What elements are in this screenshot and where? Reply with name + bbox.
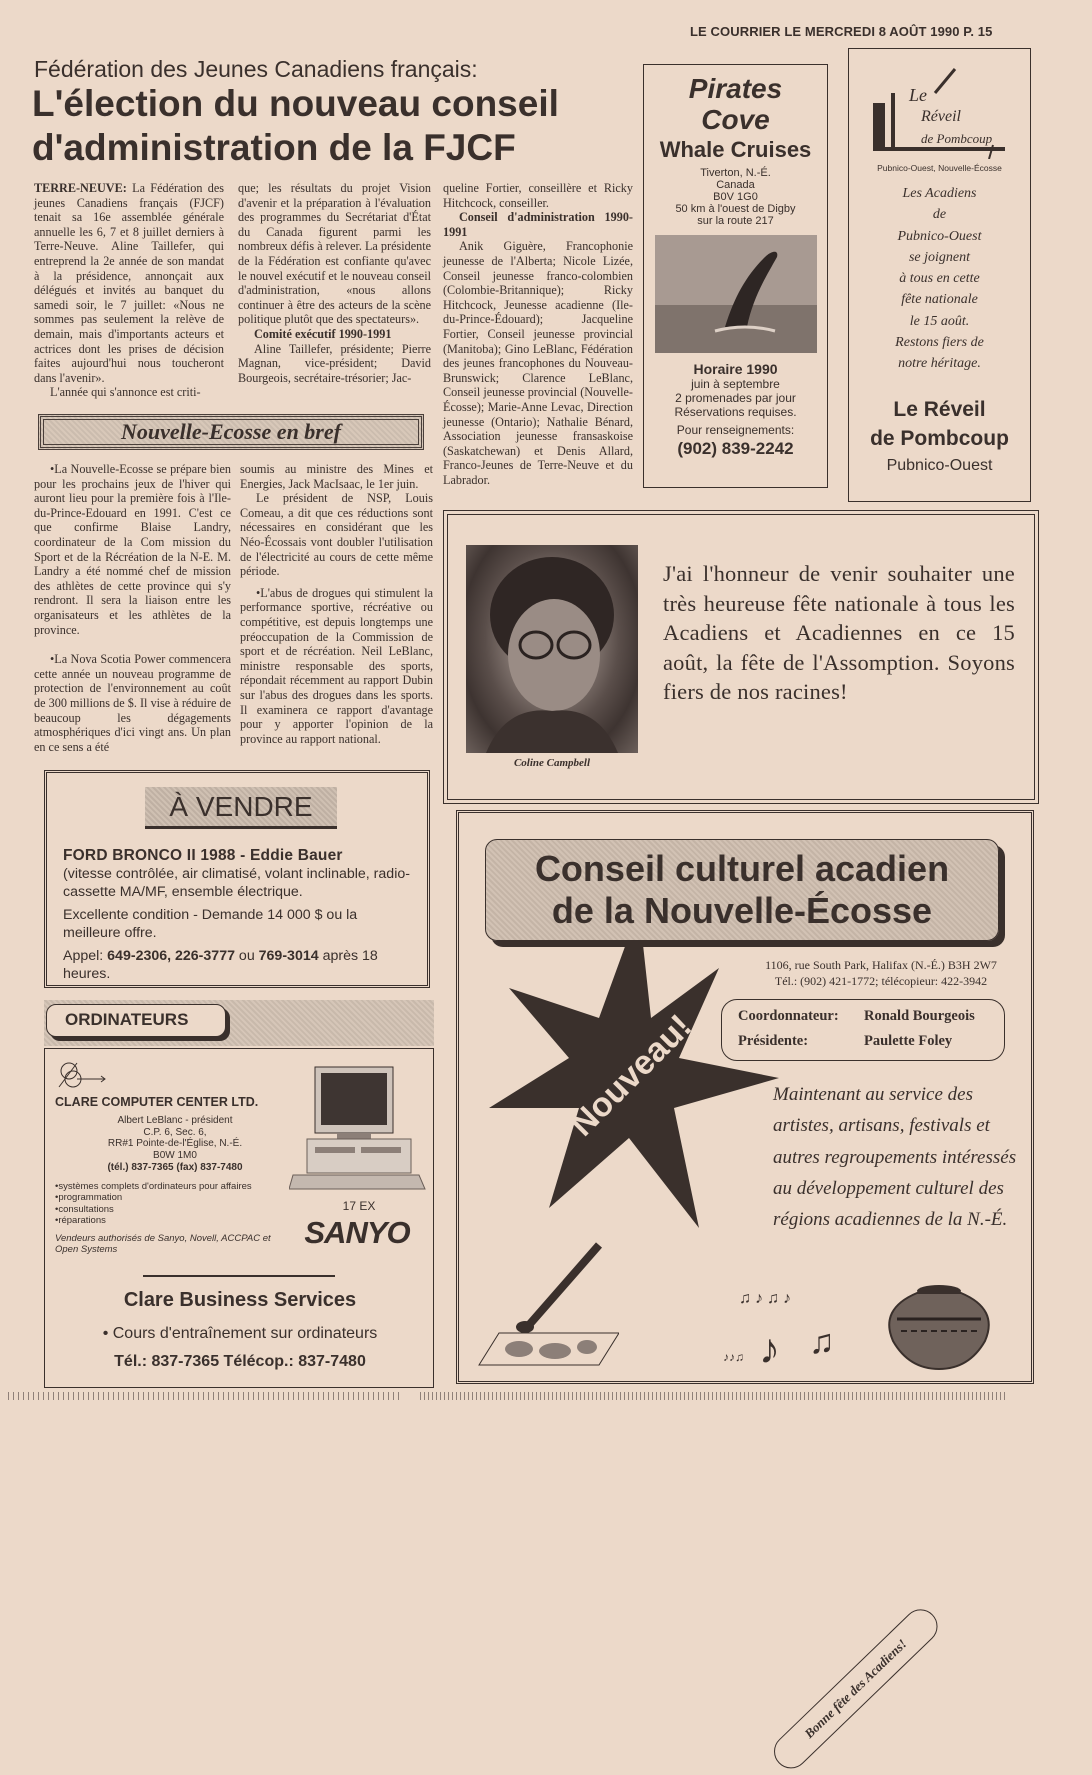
roles-box <box>721 999 1005 1061</box>
brief-item: •La Nova Scotia Power commencera cette année un nouveau programme de protection de l'environnement au coût de 300 millions de $. Il vise à réduire de beaucoup les dégagements atmosphériques d'ici vingt ans. Un plan en ce sens a été <box>34 652 231 754</box>
svg-text:♫ ♪ ♫ ♪: ♫ ♪ ♫ ♪ <box>739 1290 791 1307</box>
article-paragraph: que; les résultats du projet Vision d'avenir et la préparation à l'évaluation des programmes du Secrétariat d'État du Canada figurent parmi les nombreux défis à relever. La présidente de la Fédération est confiante qu'avec le nouvel exécutif et le nouveau conseil d'administration, «nous allons continuer à être des acteurs de la scène politique plutôt que des spectateurs». <box>238 181 431 327</box>
conseil-culturel-ad <box>456 810 1034 1742</box>
ad-town: Pubnico-Ouest <box>886 456 993 474</box>
conseil-address: 1106, rue South Park, Halifax (N.-É.) B3H 2W7 Tél.: (902) 421-1772; télécopieur: 422-3942 <box>765 958 997 988</box>
article-column-1 <box>34 181 224 400</box>
article-column-3 <box>443 181 633 487</box>
conseil-banner: Conseil culturel acadien de la Nouvelle-Écosse <box>485 839 999 941</box>
schedule-details: juin à septembre 2 promenades par jour Réservations requises. <box>674 377 797 419</box>
article-paragraph: queline Fortier, conseillère et Ricky Hitchcock, conseiller. <box>443 181 633 210</box>
company-address: Albert LeBlanc - président C.P. 6, Sec. 6, RR#1 Pointe-de-l'Église, N.-É. B0W 1M0 (tél.) 837-7365 (fax) 837-7480 <box>107 1115 243 1173</box>
article-headline: L'élection du nouveau conseil d'administration de la FJCF <box>32 83 559 168</box>
article-paragraph: Anik Giguère, Francophonie jeunesse de l'Alberta; Nicole Lizée, Conseil jeunesse franco-colombien (Colombie-Britannique); Ricky Hitchcock, Jeunesse acadienne (Ile-du-Prince-Édouard); Jacqueline Fortier, Conseil jeunesse provincial (Manitoba); Gino LeBlanc, Fédération des jeunes francophones du Nouveau-Brunswick; Clarence LeBlanc, Conseil jeunesse provincial (Nouvelle-Écosse); Marie-Anne Levac, Direction jeunesse (Ontario); Nathalie Bénard, Association jeunesse fransaskoise (Saskatchewan) et Denis Allard, Franco-Jeunes de Terre-Neuve et du Labrador. <box>443 239 633 487</box>
article-paragraph: La Fédération des jeunes Canadiens français (FJCF) tenait sa 16e assemblée générale annuelle les 6, 7 et 8 juillet derniers à Terre-Neuve. Aline Taillefer, qui entreprend la 2e année de son mandat à la présidence, annonçait aux délégués et invités au banquet du samedi soir, le 7 juillet: «Nous ne sommes pas seulement la relève de demain, mais d'importants acteurs et actrices dont les prises de décision faites aujourd'hui nous toucheront dans l'avenir». <box>34 181 225 385</box>
portrait-photo <box>466 545 638 753</box>
contact-line: Appel: 649-2306, 226-3777 ou 769-3014 après 18 heures. <box>63 948 378 982</box>
car-model: FORD BRONCO II 1988 - Eddie Bauer <box>63 847 343 864</box>
svg-text:♫: ♫ <box>809 1324 835 1361</box>
ad-title: Pirates Cove <box>688 73 783 135</box>
business-services-item: • Cours d'entraînement sur ordinateurs <box>102 1325 378 1342</box>
business-services-phone: Tél.: 837-7365 Télécop.: 837-7480 <box>114 1353 366 1370</box>
brief-item: Le président de NSP, Louis Comeau, a dit que ces réductions sont nécessaires en considérant que les Néo-Écossais vont doubler l'utilisation de l'électricité au cours de cette même période. <box>240 491 433 579</box>
phone-number: (902) 839-2242 <box>677 439 794 458</box>
section-banner: Nouvelle-Ecosse en bref <box>38 414 424 450</box>
ad-location: Pubnico-Ouest, Nouvelle-Écosse <box>877 163 1002 173</box>
article-subheading: Conseil d'administration 1990-1991 <box>443 210 633 239</box>
schedule-title: Horaire 1990 <box>693 361 778 377</box>
role-row: Présidente: Paulette Foley <box>738 1033 953 1049</box>
article-paragraph: Aline Taillefer, présidente; Pierre Magnan, vice-président; David Bourgeois, secrétaire-trésorier; Jac- <box>238 341 431 385</box>
paintbrush-icon <box>469 1215 619 1375</box>
for-sale-title: À VENDRE <box>145 787 337 829</box>
article-paragraph: L'année qui s'annonce est criti- <box>50 385 201 400</box>
authorized-vendors: Vendeurs authorisés de Sanyo, Novell, ACCPAC et Open Systems <box>55 1233 271 1255</box>
brief-column-1 <box>34 462 231 754</box>
greeting-message: J'ai l'honneur de venir souhaiter une très heureuse fête nationale à tous les Acadiens et Acadiennes en ce 15 août, la fête de l'Assomption. Soyons fiers de nos racines! <box>663 561 1015 704</box>
car-condition: Excellente condition - Demande 14 000 $ ou la meilleure offre. <box>63 907 358 941</box>
sanyo-logo: SANYO <box>304 1215 410 1250</box>
page-header: LE COURRIER LE MERCREDI 8 AOÛT 1990 P. 15 <box>690 24 993 39</box>
business-services-title: Clare Business Services <box>123 1289 357 1311</box>
ad-subtitle: Whale Cruises <box>659 137 812 162</box>
article-column-2 <box>238 181 431 385</box>
ad-address: Tiverton, N.-É. Canada B0V 1G0 50 km à l'ouest de Digby sur la route 217 <box>675 167 796 227</box>
brief-item: •L'abus de drogues qui stimulent la performance sportive, récréative ou compétitive, est depuis longtemps une préoccupation de la Commission de sport et de récréation. Neil LeBlanc, ministre responsable des sports, répondait récemment au rapport Dubin sur l'abus des drogues dans les sports. Il examinera ce rapport d'avantage pour y apporter l'opinion de la province au rapport national. <box>240 585 433 746</box>
for-sale-body <box>63 847 415 988</box>
car-features: (vitesse contrôlée, air climatisé, volant inclinable, radio-cassette MA/MF, ensemble électrique. <box>63 866 410 900</box>
article-kicker: Fédération des Jeunes Canadiens français: <box>34 56 478 82</box>
company-name: CLARE COMPUTER CENTER LTD. <box>55 1095 259 1109</box>
computer-ad <box>44 1048 434 1388</box>
pottery-icon <box>879 1279 999 1371</box>
music-notes-icon <box>719 1283 879 1383</box>
photo-caption: Coline Campbell <box>513 757 591 769</box>
for-sale-ad <box>44 770 430 988</box>
dateline: TERRE-NEUVE: <box>34 181 127 195</box>
reveil-pombcoup-ad <box>848 48 1031 502</box>
brief-column-2 <box>240 462 433 746</box>
svg-text:Nouveau!: Nouveau! <box>562 1007 700 1144</box>
conseil-description: Maintenant au service des artistes, artisans, festivals et autres regroupements intéressés au développement culturel des régions acadiennes de la N.-É. <box>773 1084 1017 1231</box>
section-tab: ORDINATEURS <box>46 1004 226 1037</box>
whale-photo <box>655 235 817 353</box>
article-subheading: Comité exécutif 1990-1991 <box>254 326 392 341</box>
ad-poem: Les Acadiens de Pubnico-Ouest se joignent à tous en cette fête nationale le 15 août. Restons fiers de notre héritage. <box>895 186 984 372</box>
model-label: 17 EX <box>342 1199 376 1213</box>
role-row: Coordonnateur: Ronald Bourgeois <box>738 1008 975 1024</box>
brief-item: soumis au ministre des Mines et Energies, Jack MacIsaac, le 1er juin. <box>240 462 433 491</box>
brief-item: •La Nouvelle-Ecosse se prépare bien pour les prochains jeux de l'hiver qui auront lieu pour la première fois à l'Ile-du-Prince-Edouard en 1991. C'est ce que confirme Blaise Landry, coordinateur de la Com mission du Sport et de la Récréation de la N-E. M. Landry a été nommé chef de mission des athlètes de cette province qui s'y rendront. Il sera la liaison entre les organisateurs et les athlètes de la province. <box>34 462 231 637</box>
registration-marks <box>420 1392 1008 1400</box>
computer-image <box>289 1063 429 1197</box>
reveil-logo <box>865 67 1015 159</box>
clare-logo-icon <box>57 1061 107 1089</box>
svg-text:♪♪♫: ♪♪♫ <box>723 1350 744 1364</box>
svg-text:♪: ♪ <box>759 1327 780 1373</box>
info-label: Pour renseignements: <box>676 423 795 437</box>
svg-text:Le: Le <box>908 85 927 105</box>
greeting-badge: Bonne fête des Acadiens! <box>767 1602 945 1775</box>
ad-name: Le Réveil de Pombcoup <box>870 397 1009 450</box>
svg-text:Réveil: Réveil <box>920 108 961 125</box>
coline-campbell-ad <box>447 514 1035 800</box>
svg-text:de Pombcoup: de Pombcoup <box>920 131 992 146</box>
divider <box>143 1275 335 1277</box>
registration-marks <box>8 1392 400 1400</box>
pirates-cove-ad <box>643 64 828 488</box>
services-list: •systèmes complets d'ordinateurs pour affaires •programmation •consultations •réparations <box>55 1181 252 1226</box>
